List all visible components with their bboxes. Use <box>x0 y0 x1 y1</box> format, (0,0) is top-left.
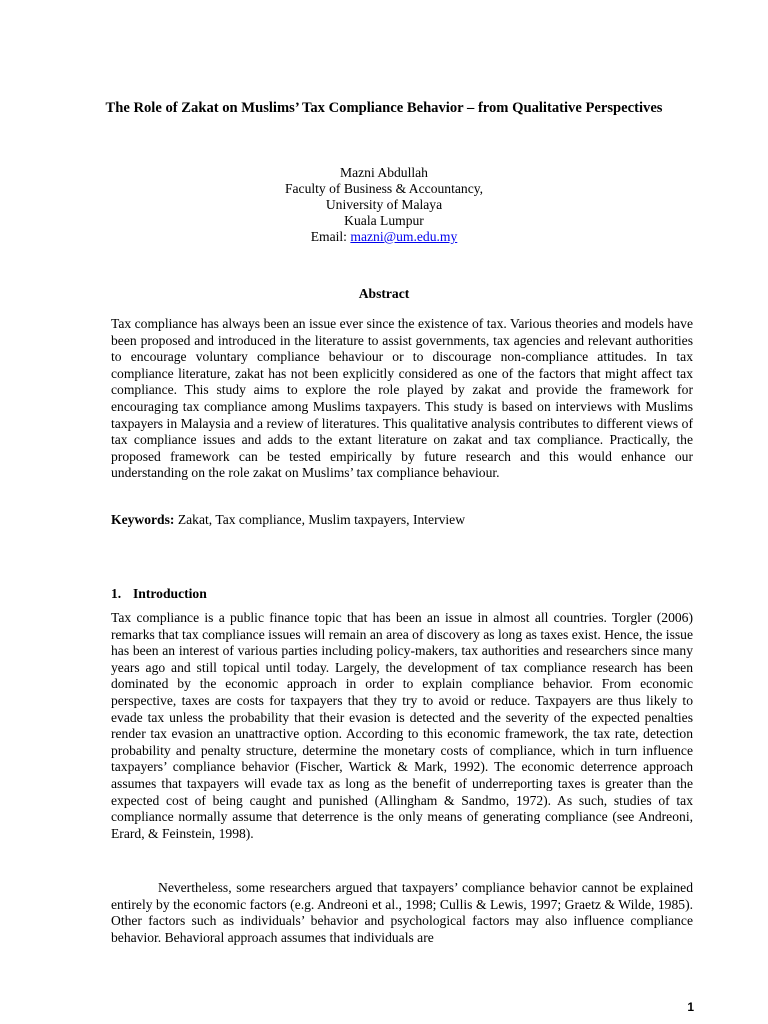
abstract-text: Tax compliance has always been an issue ever since the existence of tax. Various theories and models have been proposed and introduced in the literature to assist governments, tax agencies and relevant authorities to encourage voluntary compliance behaviour or to discourage non-compliance attitudes. In tax compliance literature, zakat has not been explicitly considered as one of the factors that might affect tax compliance. This study aims to explore the role played by zakat and provide the framework for encouraging tax compliance among Muslims taxpayers. This study is based on interviews with Muslims taxpayers in Malaysia and a review of literatures. This qualitative analysis contributes to different views of tax compliance issues and adds to the extant literature on zakat and tax compliance. Practically, the proposed framework can be tested empirically by future research and this would enhance our understanding on the role zakat on Muslims’ tax compliance behaviour. <box>111 316 693 481</box>
author-faculty: Faculty of Business & Accountancy, <box>284 181 484 196</box>
keywords-label: Keywords: <box>111 512 175 527</box>
introduction-paragraph-2: Nevertheless, some researchers argued that taxpayers’ compliance behavior cannot be explained entirely by the economic factors (e.g. Andreoni et al., 1998; Cullis & Lewis, 1997; Graetz & Wilde, 1985). Other factors such as individuals’ behavior and psychological factors may also influence compliance behavior. Behavioral approach assumes that individuals are <box>111 880 693 945</box>
email-link[interactable]: mazni@um.edu.my <box>350 229 458 244</box>
author-name: Mazni Abdullah <box>340 165 428 180</box>
email-label: Email: <box>310 229 347 244</box>
author-email-line <box>100 229 668 245</box>
author-university: University of Malaya <box>325 197 443 212</box>
introduction-paragraph-1: Tax compliance is a public finance topic that has been an issue in almost all countries. Torgler (2006) remarks that tax compliance issues will remain an area of discovery as long as taxes exist. Hence, the issue has been an interest of various parties including policy-makers, tax authorities and researchers since many years ago and still topical until today. Largely, the development of tax compliance research has been dominated by the economic approach in order to explain compliance behavior. From economic perspective, taxes are costs for taxpayers that they try to avoid or reduce. Taxpayers are thus likely to evade tax unless the probability that their evasion is detected and the severity of the expected penalties render tax evasion an unattractive option. According to this economic framework, the tax rate, detection probability and penalty structure, determine the monetary costs of compliance, which in turn influence taxpayers’ compliance behavior (Fischer, Wartick & Mark, 1992). The economic deterrence approach assumes that taxpayers will evade tax as long as the benefit of underreporting taxes is greater than the expected cost of being caught and punished (Allingham & Sandmo, 1972). As such, studies of tax compliance normally assume that deterrence is the only means of generating compliance (see Andreoni, Erard, & Feinstein, 1998). <box>111 610 693 841</box>
page-number: 1 <box>687 1000 694 1014</box>
section-title: Introduction <box>133 586 207 601</box>
author-block <box>100 165 668 245</box>
keywords-text: Zakat, Tax compliance, Muslim taxpayers, Interview <box>177 512 466 527</box>
abstract-heading: Abstract <box>358 286 410 301</box>
section-heading-introduction <box>111 586 207 602</box>
keywords <box>111 512 693 529</box>
author-city: Kuala Lumpur <box>344 213 424 228</box>
paper-title: The Role of Zakat on Muslims’ Tax Compliance Behavior – from Qualitative Perspectives <box>105 100 663 116</box>
section-number: 1. <box>111 586 122 601</box>
